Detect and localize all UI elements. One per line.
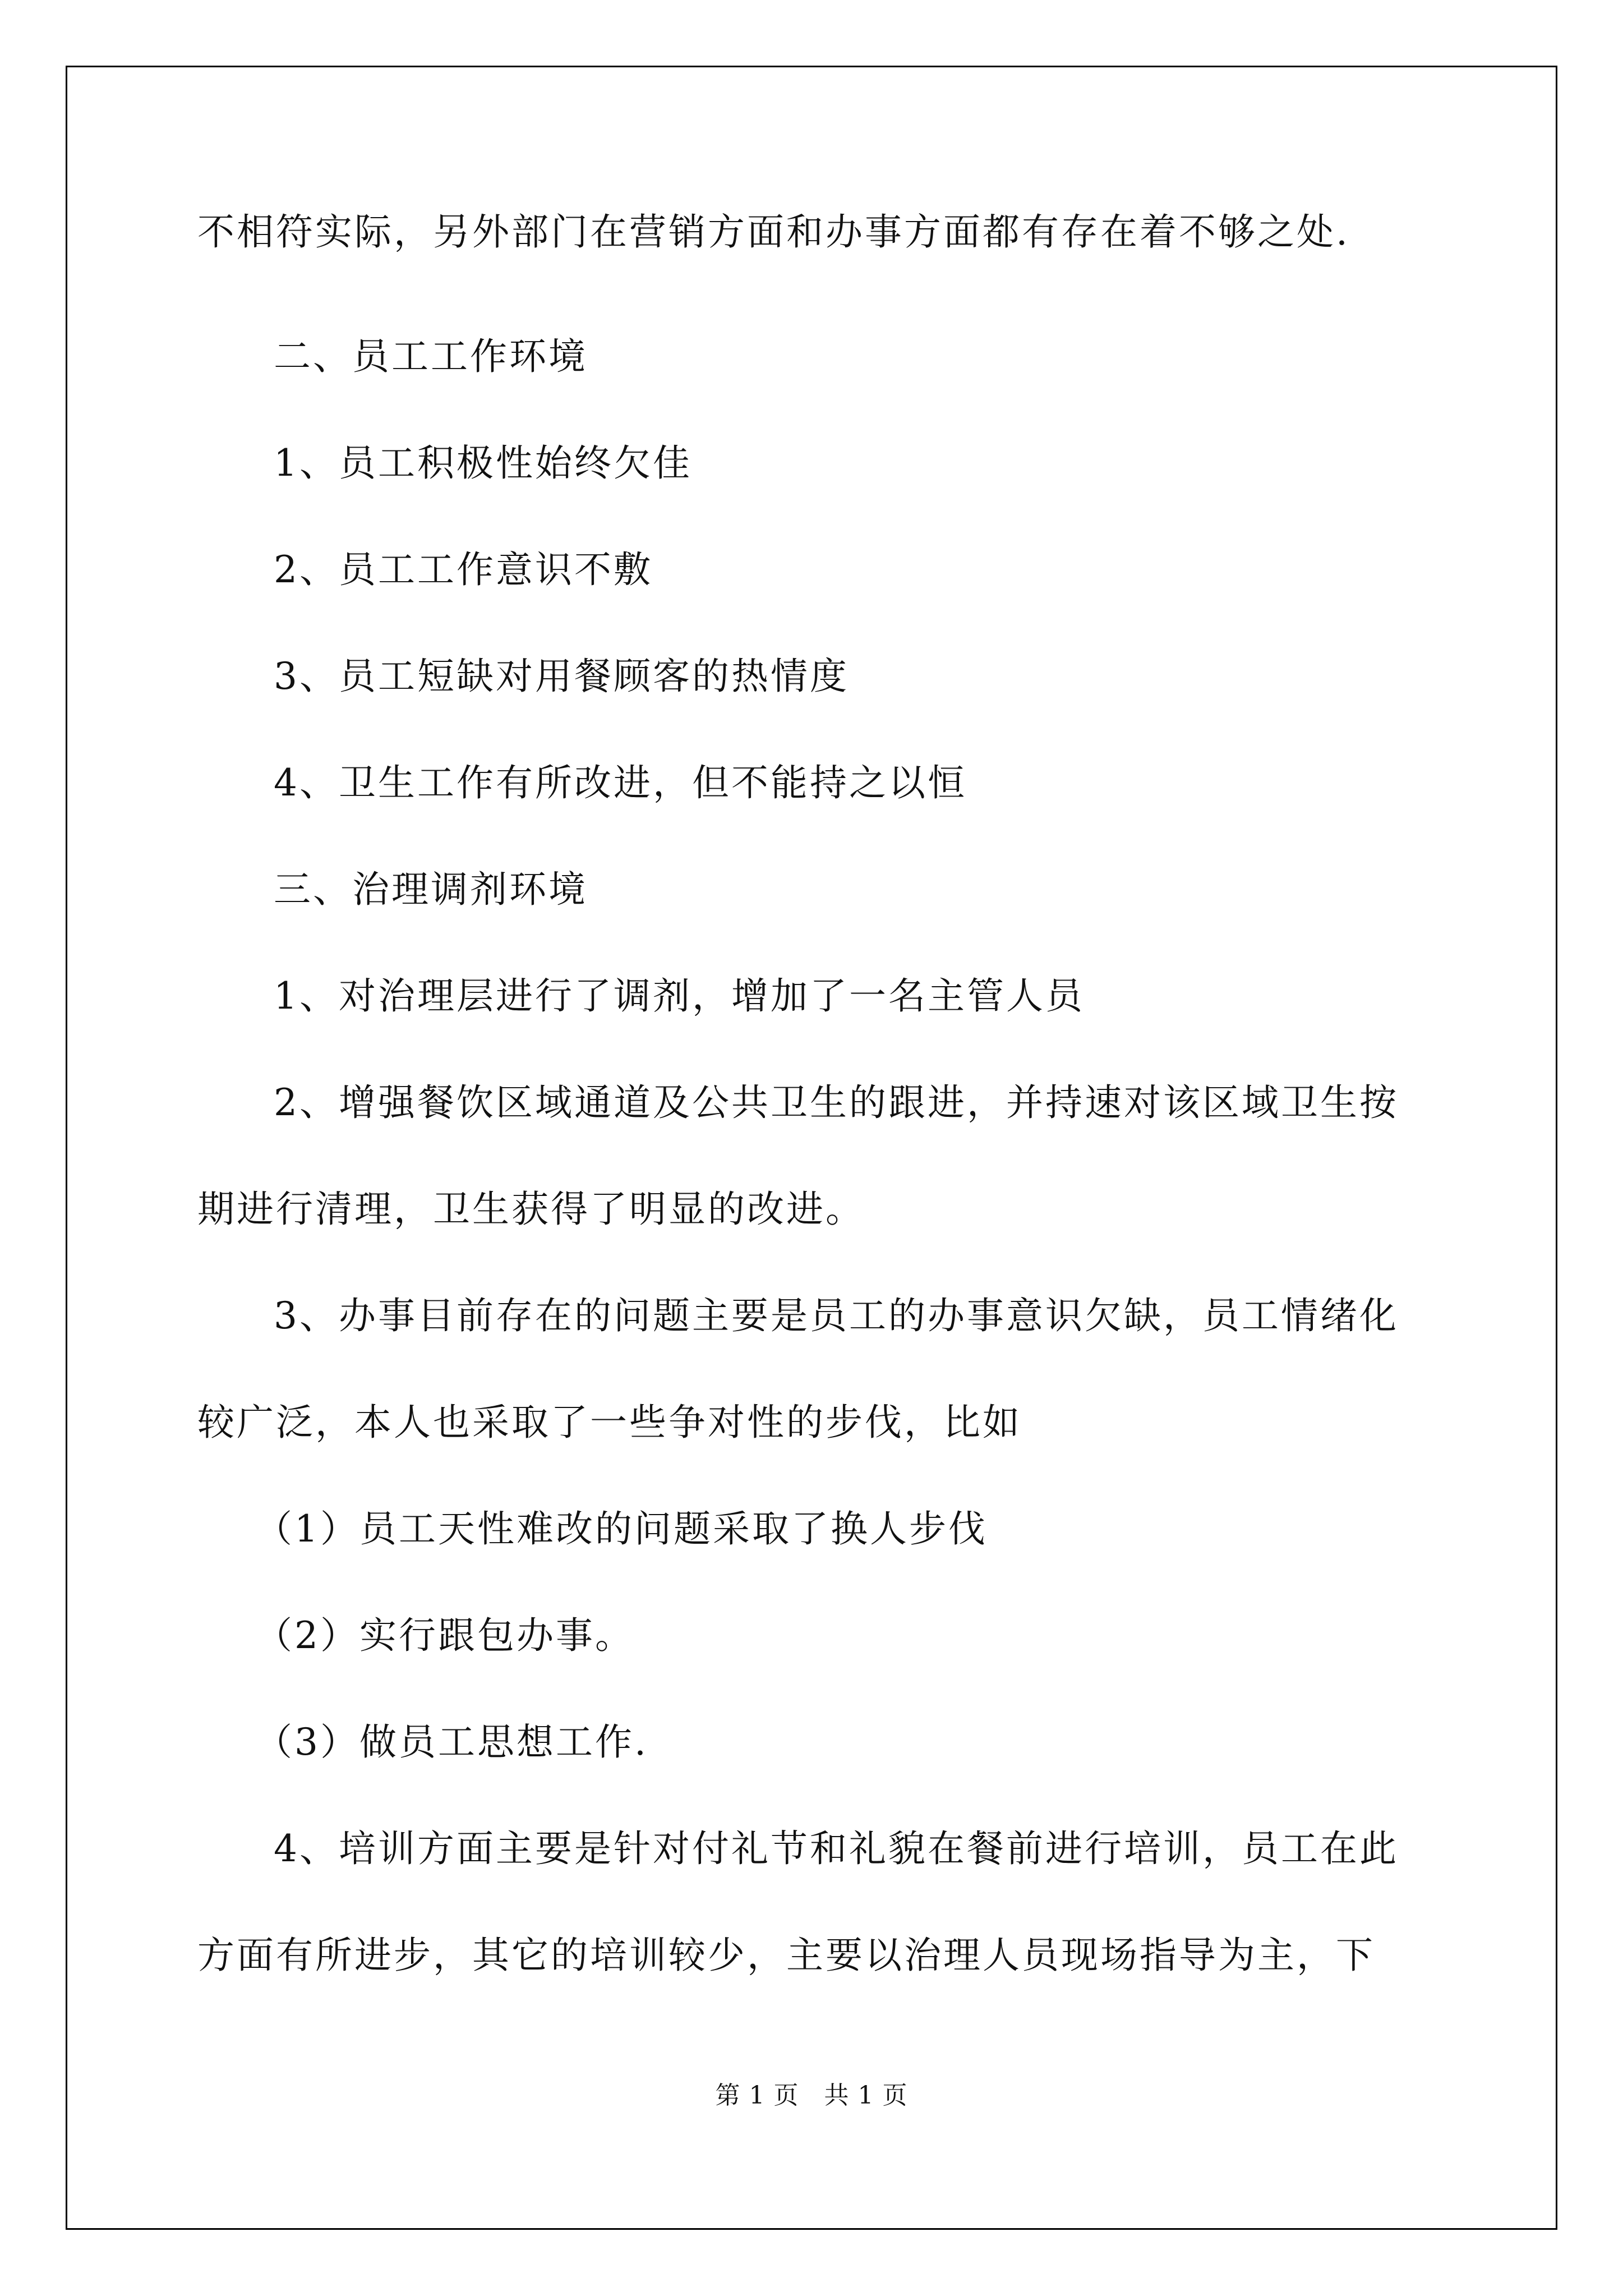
page-number: 第 1 页 共 1 页	[715, 2081, 908, 2110]
list-item: 4、卫生工作有所改进，但不能持之以恒	[274, 761, 967, 804]
sub-list-item: （3）做员工思想工作.	[255, 1720, 648, 1764]
body-line: 期进行清理，卫生获得了明显的改进。	[197, 1188, 865, 1231]
list-item: 3、员工短缺对用餐顾客的热情度	[274, 655, 849, 698]
sub-list-item: （1）员工天性难改的问题采取了换人步伐	[255, 1507, 988, 1550]
list-item: 2、增强餐饮区域通道及公共卫生的跟进，并持速对该区域卫生按	[274, 1081, 1399, 1124]
body-line: 方面有所进步，其它的培训较少，主要以治理人员现场指导为主，下	[197, 1934, 1375, 1977]
list-item: 1、员工积极性始终欠佳	[274, 441, 692, 485]
list-item: 3、办事目前存在的问题主要是员工的办事意识欠缺，员工情绪化	[274, 1294, 1399, 1337]
list-item: 4、培训方面主要是针对付礼节和礼貌在餐前进行培训，员工在此	[274, 1827, 1399, 1870]
section-heading: 二、员工工作环境	[274, 335, 588, 378]
list-item: 1、对治理层进行了调剂，增加了一名主管人员	[274, 974, 1085, 1018]
section-heading: 三、治理调剂环境	[274, 868, 588, 911]
sub-list-item: （2）实行跟包办事。	[255, 1614, 634, 1657]
body-line: 较广泛，本人也采取了一些争对性的步伐，比如	[197, 1401, 1022, 1444]
page-frame	[66, 66, 1557, 2230]
body-line: 不相符实际，另外部门在营销方面和办事方面都有存在着不够之处.	[197, 210, 1350, 254]
list-item: 2、员工工作意识不敷	[274, 548, 653, 591]
